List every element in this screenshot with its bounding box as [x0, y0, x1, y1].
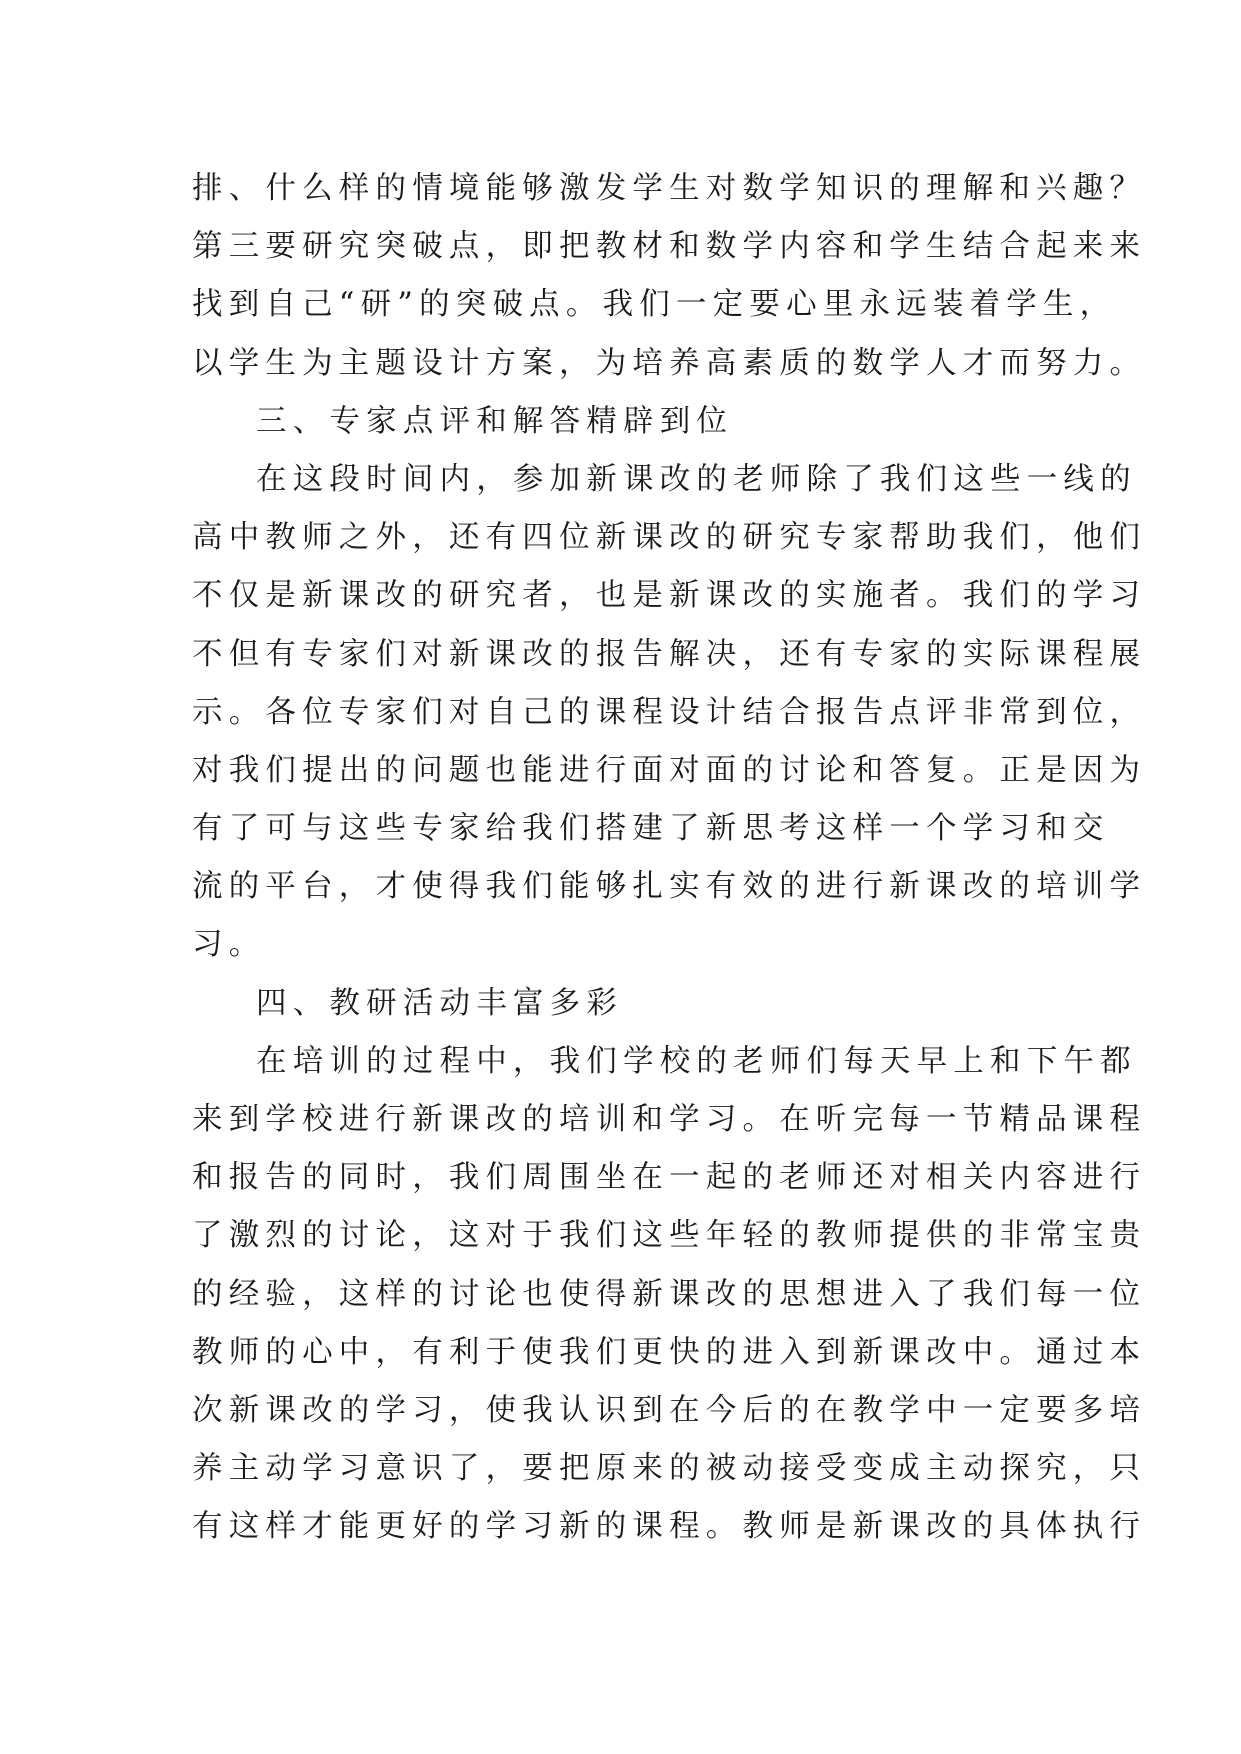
- text-line: 第三要研究突破点，即把教材和数学内容和学生结合起来来: [192, 229, 1147, 265]
- text-line: 来到学校进行新课改的培训和学习。在听完每一节精品课程: [192, 1102, 1147, 1137]
- document-body: [192, 160, 1147, 1557]
- text-line: 的经验，这样的讨论也使得新课改的思想进入了我们每一位: [192, 1276, 1147, 1312]
- text-line: 不但有专家们对新课改的报告解决，还有专家的实际课程展: [192, 636, 1147, 672]
- section-heading: 四、教研活动丰富多彩: [256, 985, 623, 1021]
- text-line: 排、什么样的情境能够激发学生对数学知识的理解和兴趣？: [192, 171, 1147, 206]
- text-line: 不仅是新课改的研究者，也是新课改的实施者。我们的学习: [192, 578, 1147, 614]
- text-line: 有这样才能更好的学习新的课程。教师是新课改的具体执行: [192, 1509, 1147, 1545]
- text-line: 高中教师之外，还有四位新课改的研究专家帮助我们，他们: [192, 520, 1147, 556]
- text-line: 了激烈的讨论，这对于我们这些年轻的教师提供的非常宝贵: [192, 1218, 1147, 1254]
- text-line: 以学生为主题设计方案，为培养高素质的数学人才而努力。: [192, 345, 1147, 381]
- text-line: 在这段时间内，参加新课改的老师除了我们这些一线的: [256, 461, 1137, 497]
- text-line: 找到自己“研”的突破点。我们一定要心里永远装着学生，: [192, 287, 1117, 323]
- text-line: 养主动学习意识了，要把原来的被动接受变成主动探究，只: [192, 1451, 1147, 1487]
- text-line: 流的平台，才使得我们能够扎实有效的进行新课改的培训学: [192, 869, 1147, 905]
- text-line: 和报告的同时，我们周围坐在一起的老师还对相关内容进行: [192, 1160, 1147, 1196]
- text-line: 对我们提出的问题也能进行面对面的讨论和答复。正是因为: [192, 752, 1147, 788]
- section-heading: 三、专家点评和解答精辟到位: [256, 403, 734, 439]
- text-line: 在培训的过程中，我们学校的老师们每天早上和下午都: [256, 1043, 1137, 1079]
- text-line: 教师的心中，有利于使我们更快的进入到新课改中。通过本: [192, 1334, 1147, 1370]
- text-line: 习。: [192, 927, 266, 963]
- text-line: 次新课改的学习，使我认识到在今后的在教学中一定要多培: [192, 1392, 1147, 1428]
- text-line: 有了可与这些专家给我们搭建了新思考这样一个学习和交: [192, 811, 1110, 847]
- text-line: 示。各位专家们对自己的课程设计结合报告点评非常到位，: [192, 694, 1147, 730]
